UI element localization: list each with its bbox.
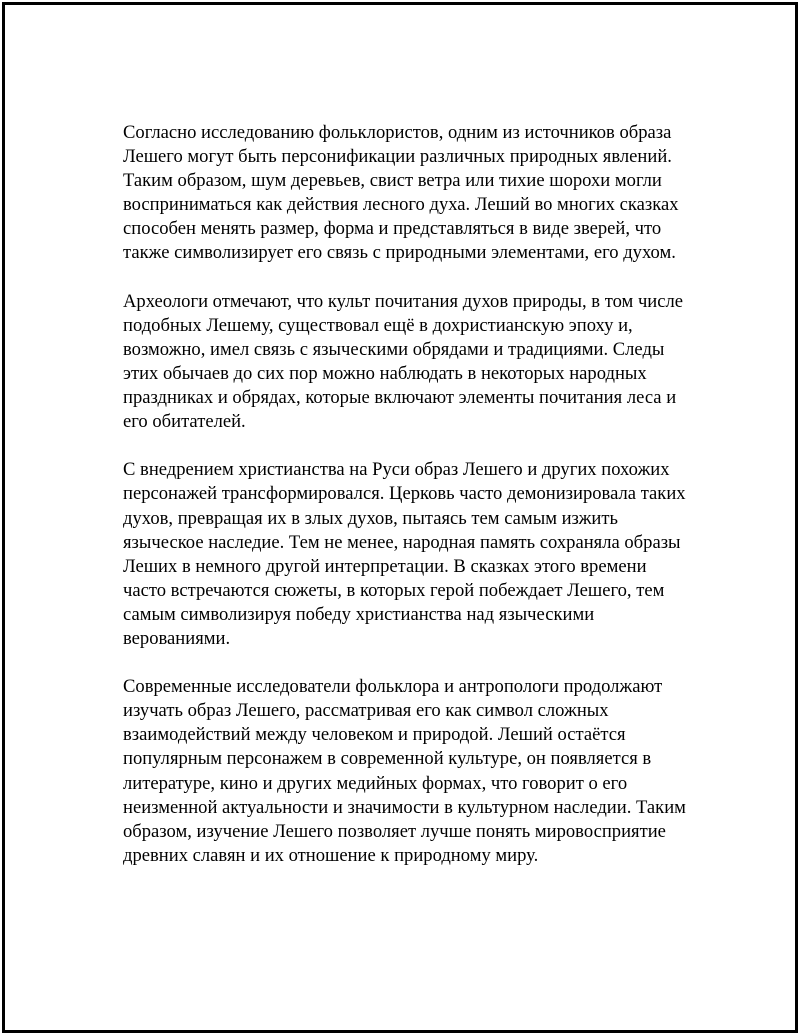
text-line: Согласно исследованию фольклористов, одним из источников образа [123, 122, 672, 143]
text-line: самым символизируя победу христианства над языческими [123, 603, 595, 625]
text-line: способен менять размер, форма и представляться в виде зверей, что [123, 218, 662, 240]
text-line: праздниках и обрядах, которые включают элементы почитания леса и [123, 387, 677, 409]
text-line: взаимодействий между человеком и природой. Леший остаётся [123, 724, 626, 746]
text-line: также символизирует его связь с природными элементами, его духом. [123, 242, 676, 264]
text-line: верованиями. [123, 627, 231, 649]
text-line: языческое наследие. Тем не менее, народная память сохраняла образы [123, 531, 681, 553]
text-line: образом, изучение Лешего позволяет лучше понять мировосприятие [123, 820, 666, 842]
paragraph-3 [123, 458, 723, 651]
text-line: неизменной актуальности и значимости в культурном наследии. Таким [123, 796, 686, 818]
text-line: Леших в немного другой интерпретации. В сказках этого времени [123, 555, 647, 577]
text-line: подобных Лешему, существовал ещё в дохристианскую эпоху и, [123, 314, 633, 336]
text-line: Лешего могут быть персонификации различных природных явлений. [123, 146, 672, 168]
text-line: древних славян и их отношение к природному миру. [123, 844, 539, 866]
text-line: его обитателей. [123, 411, 246, 433]
text-line: этих обычаев до сих пор можно наблюдать в некоторых народных [123, 362, 647, 384]
text-line: Археологи отмечают, что культ почитания духов природы, в том числе [123, 290, 684, 312]
page-frame [2, 2, 798, 1033]
text-line: изучать образ Лешего, рассматривая его как символ сложных [123, 700, 609, 722]
paragraph-2 [123, 290, 723, 435]
paragraph-1 [123, 121, 723, 266]
text-line: Таким образом, шум деревьев, свист ветра или тихие шорохи могли [123, 170, 662, 192]
text-line: Современные исследователи фольклора и антропологи продолжают [123, 676, 663, 698]
document-body [123, 121, 723, 892]
text-line: возможно, имел связь с языческими обрядами и традициями. Следы [123, 338, 665, 360]
text-line: литературе, кино и других медийных формах, что говорит о его [123, 772, 628, 794]
text-line: С внедрением христианства на Руси образ Лешего и других похожих [123, 459, 670, 481]
text-line: персонажей трансформировался. Церковь часто демонизировала таких [123, 483, 686, 505]
text-line: часто встречаются сюжеты, в которых герой побеждает Лешего, тем [123, 579, 665, 601]
paragraph-4 [123, 675, 723, 868]
text-line: восприниматься как действия лесного духа. Леший во многих сказках [123, 194, 679, 216]
text-line: духов, превращая их в злых духов, пытаясь тем самым изжить [123, 507, 618, 529]
text-line: популярным персонажем в современной культуре, он появляется в [123, 748, 652, 770]
